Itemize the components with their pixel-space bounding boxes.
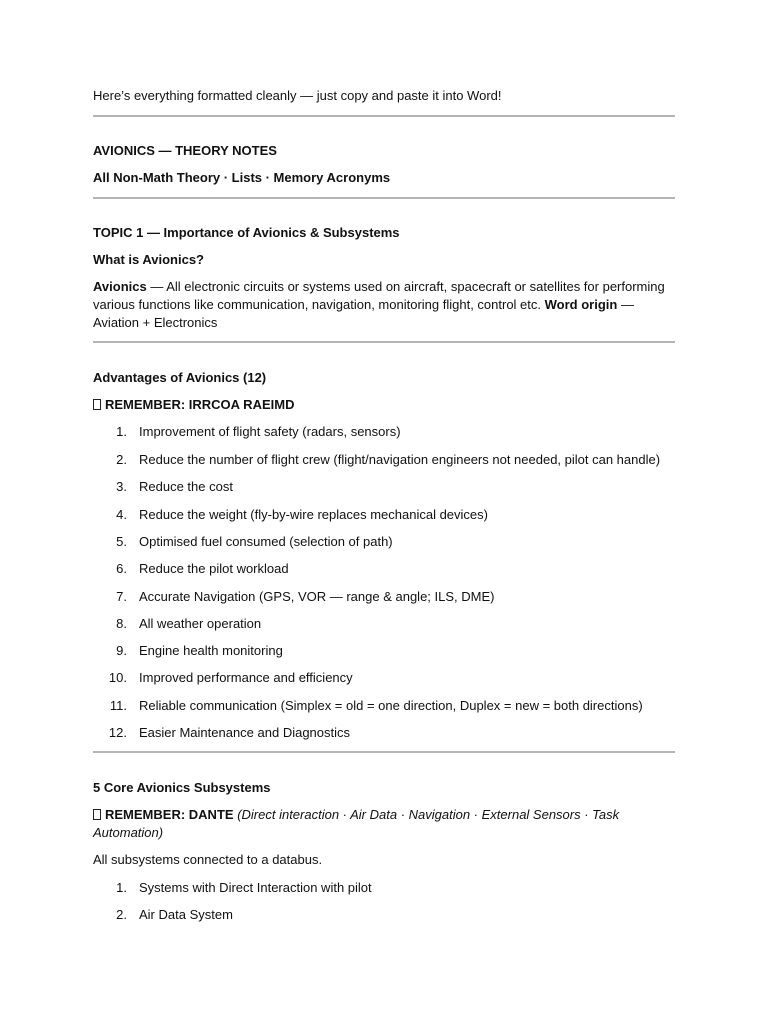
list-item: 7. Accurate Navigation (GPS, VOR — range & angle; ILS, DME)	[116, 589, 495, 604]
advantages-heading: Advantages of Avionics (12)	[93, 370, 267, 385]
list-item: 9. Engine health monitoring	[116, 643, 283, 658]
divider	[93, 341, 675, 343]
divider	[93, 115, 675, 117]
placeholder-glyph-icon	[93, 809, 101, 820]
subsystems-heading: 5 Core Avionics Subsystems	[93, 780, 271, 795]
word-origin-text: — Aviation + Electronics	[93, 297, 634, 330]
topic1-question: What is Avionics?	[93, 252, 204, 267]
divider	[93, 751, 675, 753]
list-item: 3. Reduce the cost	[116, 479, 233, 494]
intro-text: Here’s everything formatted cleanly — just copy and paste it into Word!	[93, 88, 502, 103]
definition-term: Avionics	[93, 279, 147, 294]
doc-subtitle: All Non-Math Theory · Lists · Memory Acronyms	[93, 170, 391, 185]
word-origin-term: Word origin	[544, 297, 618, 312]
advantages-remember	[93, 396, 294, 414]
list-item: 1. Improvement of flight safety (radars, sensors)	[116, 424, 401, 439]
definition-text: — All electronic circuits or systems used on aircraft, spacecraft or satellites for performing various functions like communication, navigation, monitoring flight, control etc.	[93, 279, 665, 312]
avionics-definition	[93, 278, 675, 332]
list-item: 2. Reduce the number of flight crew (flight/navigation engineers not needed, pilot can handle)	[116, 452, 661, 467]
list-item: 10. Improved performance and efficiency	[108, 670, 353, 685]
divider	[93, 197, 675, 199]
list-item: 12. Easier Maintenance and Diagnostics	[108, 725, 351, 740]
list-item: 2. Air Data System	[116, 907, 233, 922]
databus-note: All subsystems connected to a databus.	[93, 852, 323, 867]
doc-title: AVIONICS — THEORY NOTES	[93, 143, 277, 158]
remember-label: REMEMBER: IRRCOA RAEIMD	[105, 397, 295, 412]
placeholder-glyph-icon	[93, 399, 101, 410]
list-item: 5. Optimised fuel consumed (selection of path)	[116, 534, 393, 549]
topic1-heading: TOPIC 1 — Importance of Avionics & Subsystems	[93, 225, 400, 240]
list-item: 1. Systems with Direct Interaction with pilot	[116, 880, 372, 895]
list-item: 11. Reliable communication (Simplex = old = one direction, Duplex = new = both directions)	[109, 698, 643, 713]
subsystems-remember	[93, 806, 675, 842]
list-item: 4. Reduce the weight (fly-by-wire replaces mechanical devices)	[116, 507, 488, 522]
list-item: 6. Reduce the pilot workload	[116, 561, 289, 576]
remember-note: (Direct interaction · Air Data · Navigation · External Sensors · Task Automation)	[93, 807, 620, 840]
remember-label: REMEMBER: DANTE	[105, 807, 234, 822]
list-item: 8. All weather operation	[116, 616, 262, 631]
